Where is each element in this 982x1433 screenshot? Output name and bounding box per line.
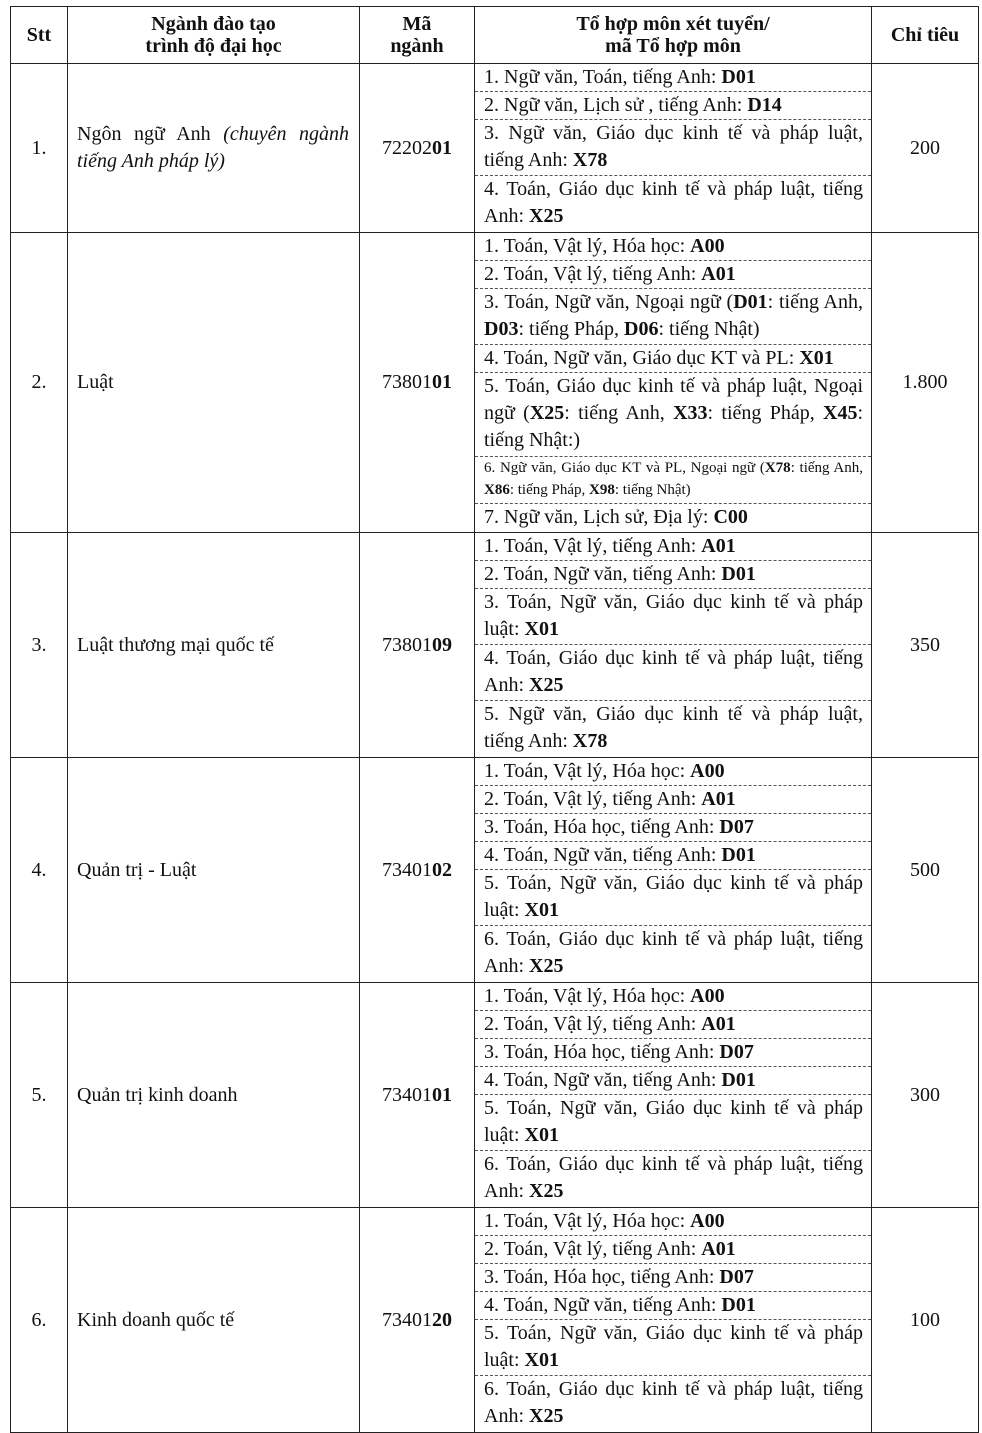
major-note: (chuyên ngành tiếng Anh pháp lý): [77, 123, 350, 172]
table-row: [11, 758, 979, 983]
combo-item: 1. Toán, Vật lý, tiếng Anh: A01: [475, 533, 871, 561]
row-major: [68, 758, 360, 983]
table-header: [11, 7, 979, 64]
row-major: [68, 533, 360, 758]
combo-item: 2. Toán, Ngữ văn, tiếng Anh: D01: [475, 561, 871, 589]
row-combos: [475, 233, 872, 533]
row-stt: 1.: [11, 64, 68, 233]
major-name: Luật: [77, 371, 114, 393]
combo-item: 3. Ngữ văn, Giáo dục kinh tế và pháp luật, tiếng Anh: X78: [475, 120, 871, 176]
row-combos: [475, 64, 872, 233]
row-quota: 350: [872, 533, 979, 758]
combo-item: 2. Toán, Vật lý, tiếng Anh: A01: [475, 1236, 871, 1264]
combo-item: 3. Toán, Hóa học, tiếng Anh: D07: [475, 1264, 871, 1292]
combo-item: 4. Toán, Ngữ văn, tiếng Anh: D01: [475, 1292, 871, 1320]
combo-item: 2. Toán, Vật lý, tiếng Anh: A01: [475, 1011, 871, 1039]
combo-item: 1. Toán, Vật lý, Hóa học: A00: [475, 983, 871, 1011]
combo-item: 5. Toán, Ngữ văn, Giáo dục kinh tế và pháp luật: X01: [475, 1095, 871, 1151]
combo-item: 3. Toán, Ngữ văn, Giáo dục kinh tế và pháp luật: X01: [475, 589, 871, 645]
header-stt: Stt: [11, 7, 68, 64]
table-row: [11, 983, 979, 1208]
row-stt: 2.: [11, 233, 68, 533]
row-combos: [475, 1208, 872, 1433]
combo-item: 4. Toán, Giáo dục kinh tế và pháp luật, tiếng Anh: X25: [475, 645, 871, 701]
row-code: 7380109: [360, 533, 475, 758]
admissions-table: [10, 6, 979, 1433]
major-name: Quản trị - Luật: [77, 858, 197, 881]
table-row: [11, 233, 979, 533]
header-code: Mã ngành: [360, 7, 475, 64]
combo-item: 4. Toán, Giáo dục kinh tế và pháp luật, tiếng Anh: X25: [484, 178, 863, 227]
major-name: Ngôn ngữ Anh: [77, 123, 211, 145]
row-stt: 5.: [11, 983, 68, 1208]
row-major: [68, 64, 360, 233]
combo-item: 1. Toán, Vật lý, Hóa học: A00: [475, 233, 871, 261]
combo-item: 1. Ngữ văn, Toán, tiếng Anh: D01: [475, 64, 871, 92]
combo-item: 4. Toán, Ngữ văn, tiếng Anh: D01: [475, 1067, 871, 1095]
table-row: [11, 533, 979, 758]
row-major: [68, 983, 360, 1208]
row-stt: 3.: [11, 533, 68, 758]
row-code: 7220201: [360, 64, 475, 233]
combo-item: 2. Toán, Vật lý, tiếng Anh: A01: [475, 261, 871, 289]
major-name: Kinh doanh quốc tế: [77, 1308, 235, 1331]
major-name: Luật thương mại quốc tế: [77, 633, 274, 656]
row-major: [68, 1208, 360, 1433]
combo-item: 3. Toán, Hóa học, tiếng Anh: D07: [475, 814, 871, 842]
combo-item: 2. Ngữ văn, Lịch sử , tiếng Anh: D14: [475, 92, 871, 120]
table-row: [11, 1208, 979, 1433]
combo-item: 5. Toán, Ngữ văn, Giáo dục kinh tế và pháp luật: X01: [475, 870, 871, 926]
table-row: [11, 64, 979, 233]
combo-item: 6. Toán, Giáo dục kinh tế và pháp luật, tiếng Anh: X25: [484, 928, 863, 977]
combo-item: 6. Toán, Giáo dục kinh tế và pháp luật, tiếng Anh: X25: [484, 1378, 863, 1427]
row-code: 7380101: [360, 233, 475, 533]
row-stt: 4.: [11, 758, 68, 983]
row-code: 7340120: [360, 1208, 475, 1433]
combo-item: 3. Toán, Ngữ văn, Ngoại ngữ (D01: tiếng Anh, D03: tiếng Pháp, D06: tiếng Nhật): [475, 289, 871, 345]
combo-item: 1. Toán, Vật lý, Hóa học: A00: [475, 1208, 871, 1236]
row-code: 7340101: [360, 983, 475, 1208]
row-quota: 100: [872, 1208, 979, 1433]
row-quota: 300: [872, 983, 979, 1208]
combo-item: 3. Toán, Hóa học, tiếng Anh: D07: [475, 1039, 871, 1067]
row-combos: [475, 983, 872, 1208]
row-quota: 200: [872, 64, 979, 233]
header-major: Ngành đào tạo trình độ đại học: [68, 7, 360, 64]
row-quota: 1.800: [872, 233, 979, 533]
major-name: Quản trị kinh doanh: [77, 1083, 238, 1106]
row-stt: 6.: [11, 1208, 68, 1433]
combo-item: 6. Toán, Giáo dục kinh tế và pháp luật, tiếng Anh: X25: [484, 1153, 863, 1202]
combo-item: 1. Toán, Vật lý, Hóa học: A00: [475, 758, 871, 786]
combo-item: 6. Ngữ văn, Giáo dục KT và PL, Ngoại ngữ (X78: tiếng Anh, X86: tiếng Pháp, X98: tiếng Nhật): [475, 457, 871, 504]
combo-item: 2. Toán, Vật lý, tiếng Anh: A01: [475, 786, 871, 814]
combo-item: 5. Toán, Giáo dục kinh tế và pháp luật, Ngoại ngữ (X25: tiếng Anh, X33: tiếng Pháp, X45: tiếng Nhật:): [475, 373, 871, 457]
header-combos: Tổ hợp môn xét tuyển/ mã Tổ hợp môn: [475, 7, 872, 64]
row-code: 7340102: [360, 758, 475, 983]
header-quota: Chỉ tiêu: [872, 7, 979, 64]
row-combos: [475, 758, 872, 983]
combo-item: 4. Toán, Ngữ văn, tiếng Anh: D01: [475, 842, 871, 870]
combo-item: 7. Ngữ văn, Lịch sử, Địa lý: C00: [484, 506, 748, 528]
combo-item: 5. Toán, Ngữ văn, Giáo dục kinh tế và pháp luật: X01: [475, 1320, 871, 1376]
combo-item: 4. Toán, Ngữ văn, Giáo dục KT và PL: X01: [475, 345, 871, 373]
row-combos: [475, 533, 872, 758]
row-major: [68, 233, 360, 533]
row-quota: 500: [872, 758, 979, 983]
combo-item: 5. Ngữ văn, Giáo dục kinh tế và pháp luật, tiếng Anh: X78: [484, 703, 863, 752]
